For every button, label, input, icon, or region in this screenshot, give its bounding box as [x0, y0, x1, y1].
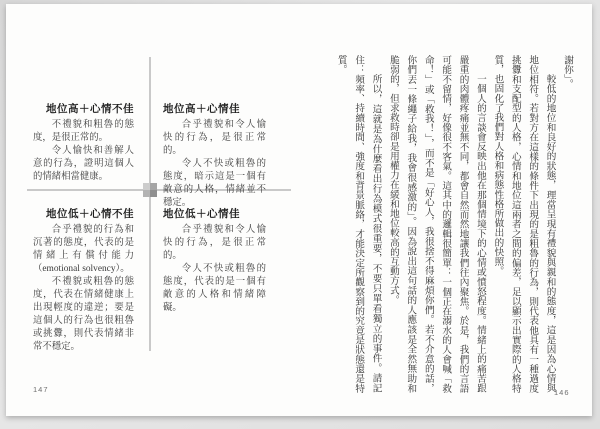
quadrant-paragraph: 合乎禮貌和令人愉快的行為，是很正常的。: [163, 120, 266, 156]
grid-cell: [143, 183, 150, 190]
quadrant-paragraph: 不禮貌或粗魯的態度，代表在情緒健康上出現輕度的違逆；要是這個人的行為也很粗魯或挑釁，則代表情緒非常不穩定。: [33, 277, 134, 352]
body-paragraph-continuation: 謝你」。: [562, 55, 573, 89]
quadrant-body-status-high-mood-bad: [33, 119, 134, 184]
body-paragraph: 一個人的言談會反映出他在那個情境下的心情或憤怒程度。情緒上的痛苦跟嚴重的肉體疼痛並無不同，都會自然而然地讓我們往內聚焦。於是，我們的言語可能不留情，好像很不客氣。這其中的邏輯很簡單：一個正在溺水的人會喊「救命！」或「救我！」，而不是「好心人，我很捨不得麻煩你們。若不介意的話，你們丟一條繩子給我，我會很感激的」。因為說出這句話的人應該是全然無助和脆弱的，但求救時卻是用權力在緩和地位較高的互動方式。: [387, 55, 486, 393]
quadrant-paragraph: 令人不快或粗魯的態度，暗示這是一個有敵意的人格，情緒並不穩定。: [163, 159, 266, 208]
grid-cell: [143, 190, 150, 197]
right-page-number: 146: [554, 388, 570, 397]
quadrant-paragraph: 不禮貌和粗魯的態度，是很正常的。: [33, 120, 134, 143]
grid-cell: [150, 190, 157, 197]
quadrant-paragraph: 令人愉快和善解人意的行為，證明這個人的情緒相當健康。: [33, 146, 134, 182]
body-paragraph: 較低的地位和良好的狀態，理當呈現有禮貌與親和的態度，這是因為心情與地位相符。若對方在這樣的條件下出現的是粗魯的行為，則代表他具有一種過度挑釁和支配型的人格，心情和地位這兩者之間的偏差，足以顯示出實際的人格特質，也固化了我們對人格和病態性格所做出的快照。: [492, 55, 556, 393]
quadrant-title-status-high-mood-bad: 地位高＋心情不佳: [46, 103, 134, 115]
book-spread-page: [6, 4, 592, 416]
vertical-text-block: [335, 55, 576, 393]
quadrant-paragraph: 合乎禮貌的行為和沉著的態度，代表的是情緒上有償付能力（emotional solvency）。: [33, 225, 134, 274]
grid-cell: [150, 183, 157, 190]
grid-2x2-icon: [143, 183, 157, 197]
quadrant-title-status-low-mood-bad: 地位低＋心情不佳: [46, 208, 134, 220]
quadrant-body-status-high-mood-good: [163, 119, 266, 210]
quadrant-body-status-low-mood-good: [163, 224, 266, 315]
quadrant-paragraph: 合乎禮貌和令人愉快的行為，是很正常的。: [163, 225, 266, 261]
quadrant-paragraph: 令人不快或粗魯的態度，代表的是一個有敵意的人格和情緒障礙。: [163, 264, 266, 313]
quadrant-title-status-low-mood-good: 地位低＋心情佳: [163, 208, 240, 220]
body-paragraph: 所以，這就是為什麼看出行為模式很重要，不要只單看獨立的事件。請記住：頻率、持續時間、強度和背景脈絡，才能決定所觀察到的究竟是狀態還是特質。: [335, 55, 382, 393]
quadrant-title-status-high-mood-good: 地位高＋心情佳: [163, 103, 240, 115]
left-page-number: 147: [33, 385, 49, 394]
quadrant-body-status-low-mood-bad: [33, 224, 134, 354]
quadrant-vertical-axis: [149, 57, 151, 351]
